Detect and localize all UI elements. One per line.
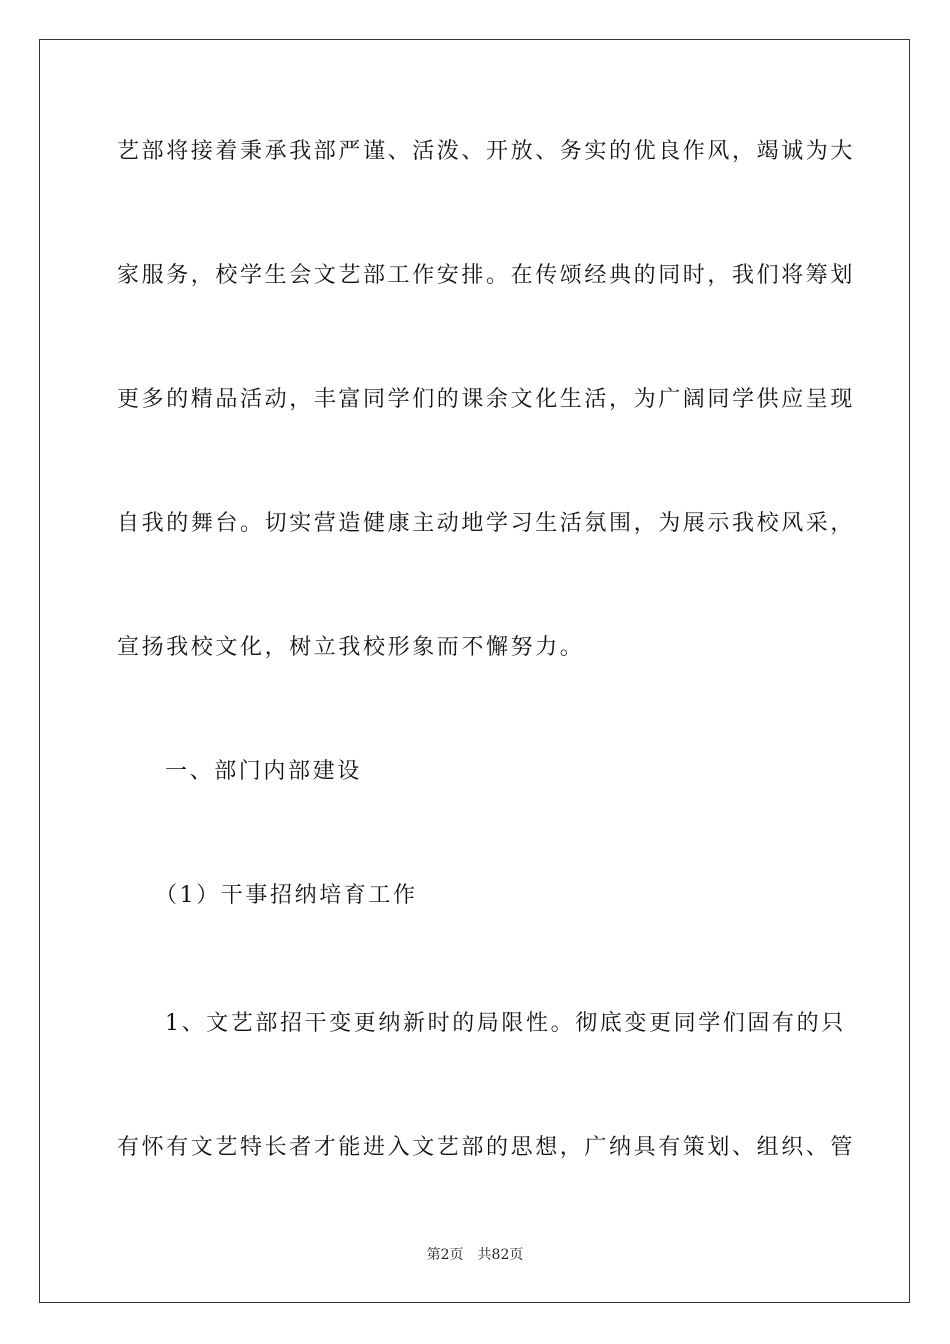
paragraph-line-4: 自我的舞台。切实营造健康主动地学习生活氛围，为展示我校风采， [117, 511, 856, 536]
page-border [39, 39, 910, 1303]
page-number: 第2页 [426, 1247, 464, 1263]
item-line-2: 有怀有文艺特长者才能进入文艺部的思想，广纳具有策划、组织、管 [117, 1135, 856, 1160]
paragraph-line-2: 家服务，校学生会文艺部工作安排。在传颂经典的同时，我们将筹划 [117, 263, 856, 288]
paragraph-line-3: 更多的精品活动，丰富同学们的课余文化生活，为广阔同学供应呈现 [117, 387, 856, 412]
paragraph-line-1: 艺部将接着秉承我部严谨、活泼、开放、务实的优良作风，竭诚为大 [117, 139, 856, 164]
page-total: 共82页 [477, 1247, 524, 1263]
item-line-1: 1、文艺部招干变更纳新时的局限性。彻底变更同学们固有的只 [165, 1011, 846, 1036]
page-footer [0, 1245, 950, 1265]
subsection-heading: （1）干事招纳培育工作 [155, 883, 418, 908]
paragraph-line-5: 宣扬我校文化，树立我校形象而不懈努力。 [117, 635, 585, 660]
section-heading: 一、部门内部建设 [165, 759, 362, 784]
